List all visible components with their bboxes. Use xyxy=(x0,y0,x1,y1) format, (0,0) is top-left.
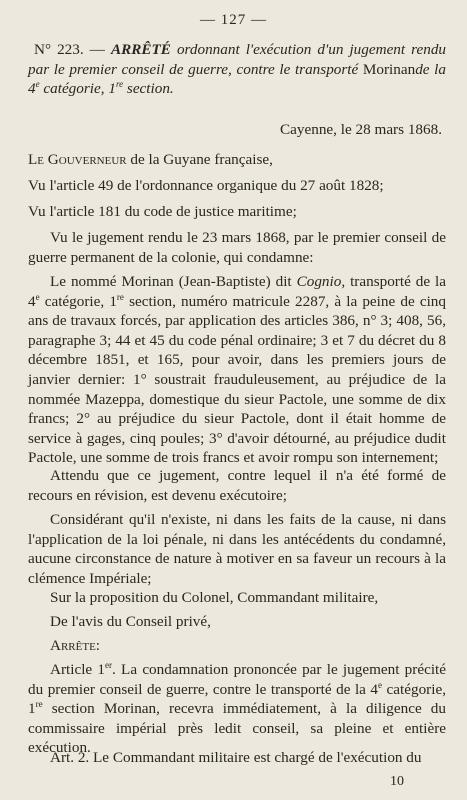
condemnation-paragraph: Le nommé Morinan (Jean-Baptiste) dit Cognio, transporté de la 4e catégorie, 1re section, numéro matricule 2287, à la peine de cinq ans de travaux forcés, par application des articles 386, n° 3; 408, 56, paragraphe 3; 44 et 45 du code pénal ordinaire; 3 et 7 du décret du 8 décembre 1851, et 165, pour avoir, dans les premiers jours de janvier dernier: 1° soustrait frauduleusement, au préjudice de la nommée Mazeppa, domestique du sieur Pactole, une somme de dix francs; 2° au préjudice du sieur Pactole, dont il était homme de service à gages, cinq poules; 3° d'avoir détourné, au préjudice dudit Pactole, une somme de trois francs et avoir rompu son internement; xyxy=(28,273,446,467)
attendu-paragraph: Attendu que ce jugement, contre lequel il n'a été formé de recours en révision, est devenu exécutoire; xyxy=(28,467,446,504)
decree-heading: N° 223. — ARRÊTÉ ordonnant l'exécution d'un jugement rendu par le premier conseil de guerre, contre le transporté Morinande la 4e catégorie, 1re section. xyxy=(28,41,447,98)
decree-number: N° 223. xyxy=(34,41,84,58)
governor-line: Le Gouverneur de la Guyane française, xyxy=(28,151,273,168)
arrete-heading: Arrête: xyxy=(50,637,101,654)
vu-jugement: Vu le jugement rendu le 23 mars 1868, par le premier conseil de guerre permanent de la colonie, qui condamne: xyxy=(28,229,446,266)
proposition-line: Sur la proposition du Colonel, Commandant militaire, xyxy=(50,589,379,606)
page-number-header: — 127 — xyxy=(200,12,267,28)
decree-title-keyword: ARRÊTÉ xyxy=(110,41,171,58)
article-1: Article 1er. La condamnation prononcée par le jugement précité du premier conseil de guerre, contre le transporté de la 4e catégorie, 1re section Morinan, recevra immédiatement, à la diligence du commissaire impérial près ledit conseil, sa pleine et entière exécution. xyxy=(28,659,446,757)
decree-title: ordonnant l'exécution d'un jugement rendu par le premier conseil de guerre, contre le transporté xyxy=(28,41,447,78)
place-date: Cayenne, le 28 mars 1868. xyxy=(280,121,442,138)
signature-mark: 10 xyxy=(390,774,404,789)
vu-article-181: Vu l'article 181 du code de justice maritime; xyxy=(28,203,297,220)
vu-article-49: Vu l'article 49 de l'ordonnance organique du 27 août 1828; xyxy=(28,177,384,194)
avis-line: De l'avis du Conseil privé, xyxy=(50,613,211,630)
considerant-paragraph: Considérant qu'il n'existe, ni dans les faits de la cause, ni dans l'application de la loi pénale, ni dans les antécédents du condamné, aucune circonstance de nature à motiver en sa faveur un recours à la clémence Impériale; xyxy=(28,511,446,587)
decree-convict-name: Morinan xyxy=(362,60,416,78)
article-2: Art. 2. Le Commandant militaire est chargé de l'exécution du xyxy=(50,749,422,766)
